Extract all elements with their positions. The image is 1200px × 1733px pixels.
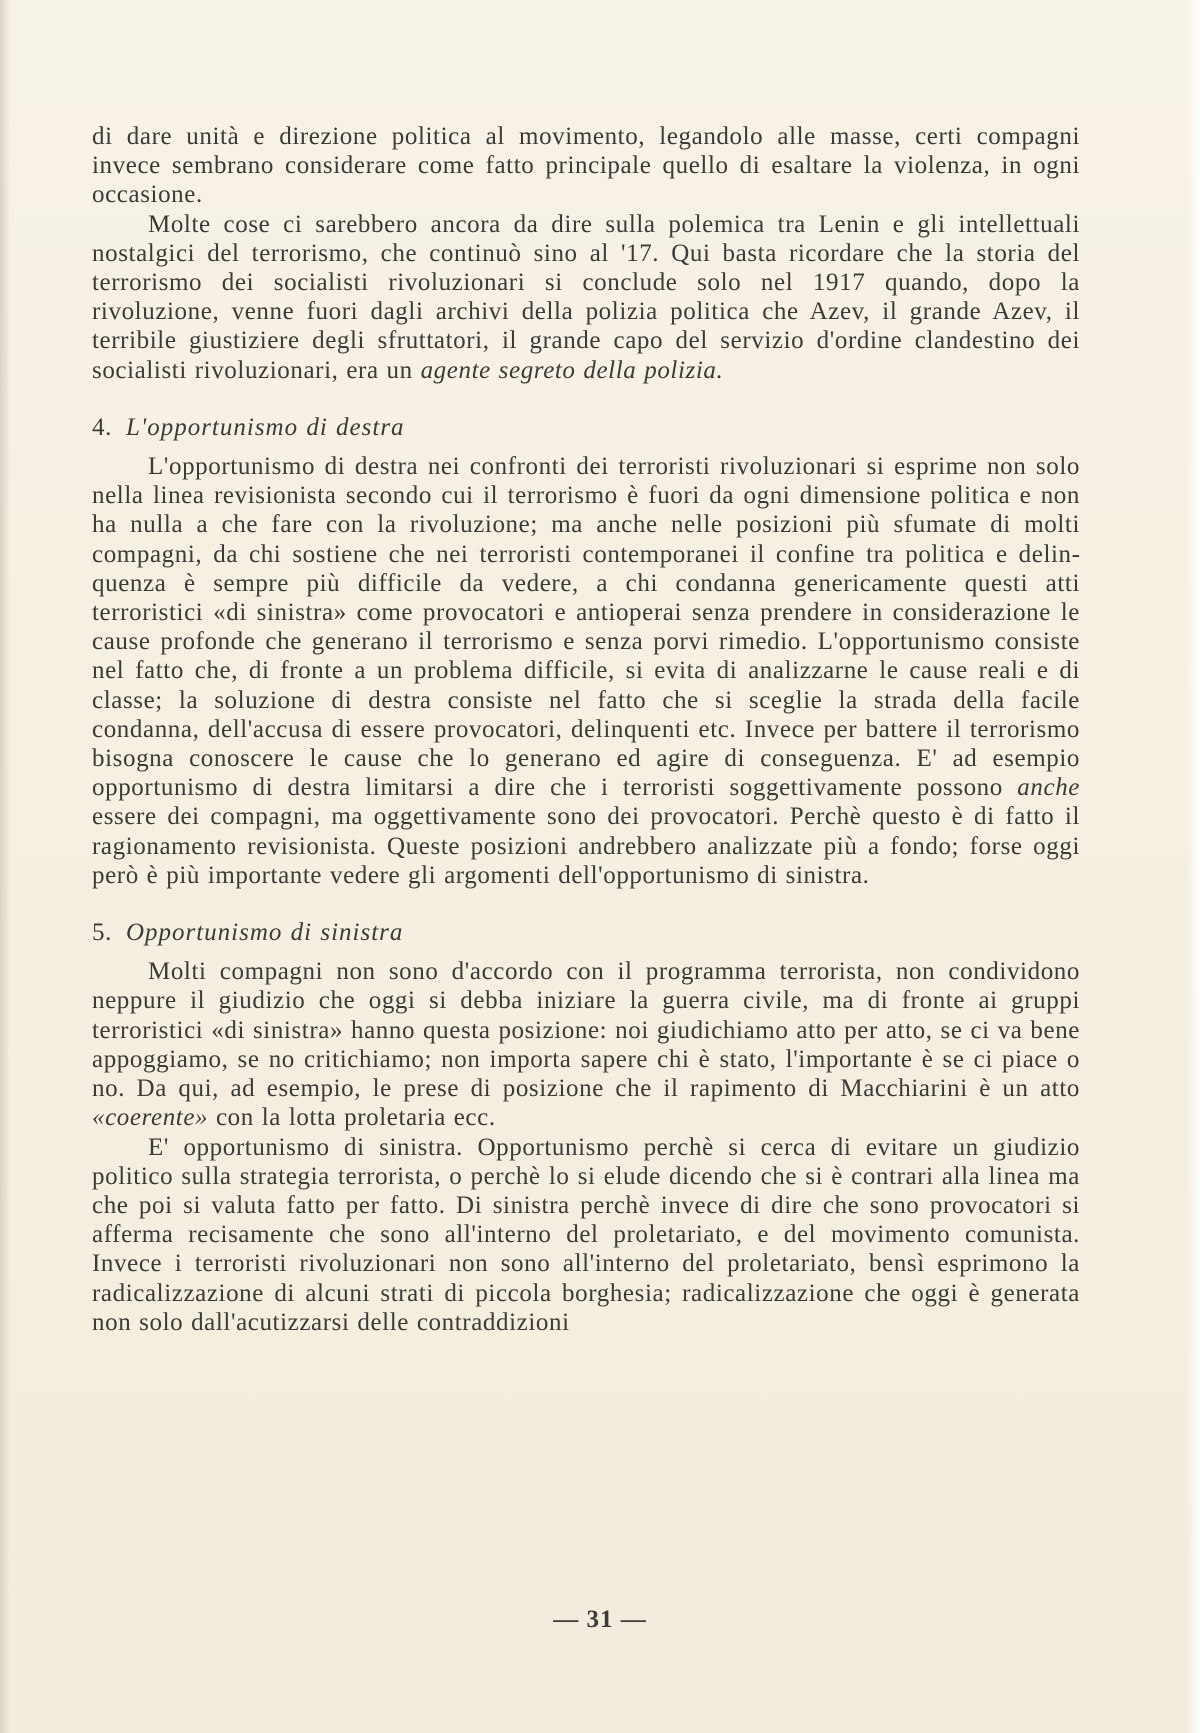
- page-number: — 31 —: [553, 1606, 647, 1633]
- section-number-4: 4.: [92, 413, 112, 441]
- paragraph-4: Molti compagni non sono d'accordo con il programma terrorista, non condividono neppure il giudizio che oggi si debba iniziare la guerra civile, ma di fronte ai gruppi terroristici «di sinistra» hanno questa posizione: noi giudichiamo atto per atto, se ci va bene appoggiamo, se no critichiamo; non importa sapere chi è stato, l'importante è se ci piace o no. Da qui, ad esempio, le prese di posizione che il rapimento di Macchiarini è un atto «coerente» con la lotta proletaria ecc.: [92, 958, 1080, 1132]
- paragraph-5: E' opportunismo di sinistra. Opportunismo perchè si cerca di evitare un giudizio politico sulla strategia terrorista, o perchè lo si elude dicendo che si è contrari alla linea ma che poi si valuta fatto per fatto. Di sinistra perchè invece di dire che sono provocatori si afferma recisamente che sono all'interno del proletariato, e del movimento comunista. Invece i terroristi rivoluzionari non sono all'interno del proletariato, bensì esprimono la radicalizzazione di alcuni strati di piccola borghesia; radicalizzazione che oggi è generata non solo dall'acutizzarsi delle contraddizioni: [92, 1133, 1080, 1336]
- section-title-5: Opportunismo di sinistra: [125, 919, 404, 947]
- section-heading-5: [92, 918, 1080, 947]
- emphasis-agente-segreto: agente segreto della polizia.: [420, 356, 724, 384]
- emphasis-coerente: «coerente»: [92, 1104, 209, 1132]
- emphasis-anche: anche: [1017, 774, 1080, 802]
- section-title-4: L'opportunismo di destra: [125, 413, 405, 441]
- paragraph-2: Molte cose ci sarebbero ancora da dire sulla polemica tra Lenin e gli intellettuali nostalgici del terrorismo, che continuò sino al '17. Qui basta ricordare che la storia del terrorismo dei socialisti rivoluzionari si conclude solo nel 1917 quando, dopo la rivoluzione, venne fuori dagli archivi della polizia politica che Azev, il grande Azev, il terribile giustiziere degli sfruttatori, il grande capo del servizio d'ordine clandestino dei socialisti rivoluzionari, era un agente segreto della polizia.: [92, 210, 1080, 384]
- paragraph-1: di dare unità e direzione politica al movimento, legandolo alle masse, certi compagni invece sembrano considerare come fatto principale quello di esaltare la violenza, in ogni occasione.: [92, 123, 1080, 209]
- paragraph-3: L'opportunismo di destra nei confronti dei terroristi rivoluzionari si esprime non solo nella linea revisionista secondo cui il terrorismo è fuori da ogni dimensione politica e non ha nulla a che fare con la rivoluzione; ma anche nelle posizioni più sfumate di molti compagni, da chi sostiene che nei terroristi contemporanei il confine tra politica e delinquenza è sempre più difficile da vedere, a chi condanna genericamente questi atti terroristici «di sinistra» come provocatori e antioperai senza prendere in considerazione le cause profonde che generano il terrorismo e senza porvi rimedio. L'opportunismo consiste nel fatto che, di fronte a un problema difficile, si evita di analizzarne le cause reali e di classe; la soluzione di destra consiste nel fatto che si sceglie la strada della facile condanna, dell'accusa di essere provocatori, delinquenti etc. Invece per battere il terrorismo bisogna conoscere le cause che lo generano ed agire di conseguenza. E' ad esempio opportunismo di destra limitarsi a dire che i terroristi soggettivamente possono anche essere dei compagni, ma oggettivamente sono dei provocatori. Perchè questo è di fatto il ragionamento revisionista. Queste posizioni andrebbero analizzate più a fondo; forse oggi però è più importante vedere gli argomenti dell'opportunismo di sinistra.: [92, 453, 1080, 889]
- section-number-5: 5.: [92, 919, 112, 947]
- body-text: [92, 122, 1080, 1337]
- section-heading-4: [92, 413, 1080, 442]
